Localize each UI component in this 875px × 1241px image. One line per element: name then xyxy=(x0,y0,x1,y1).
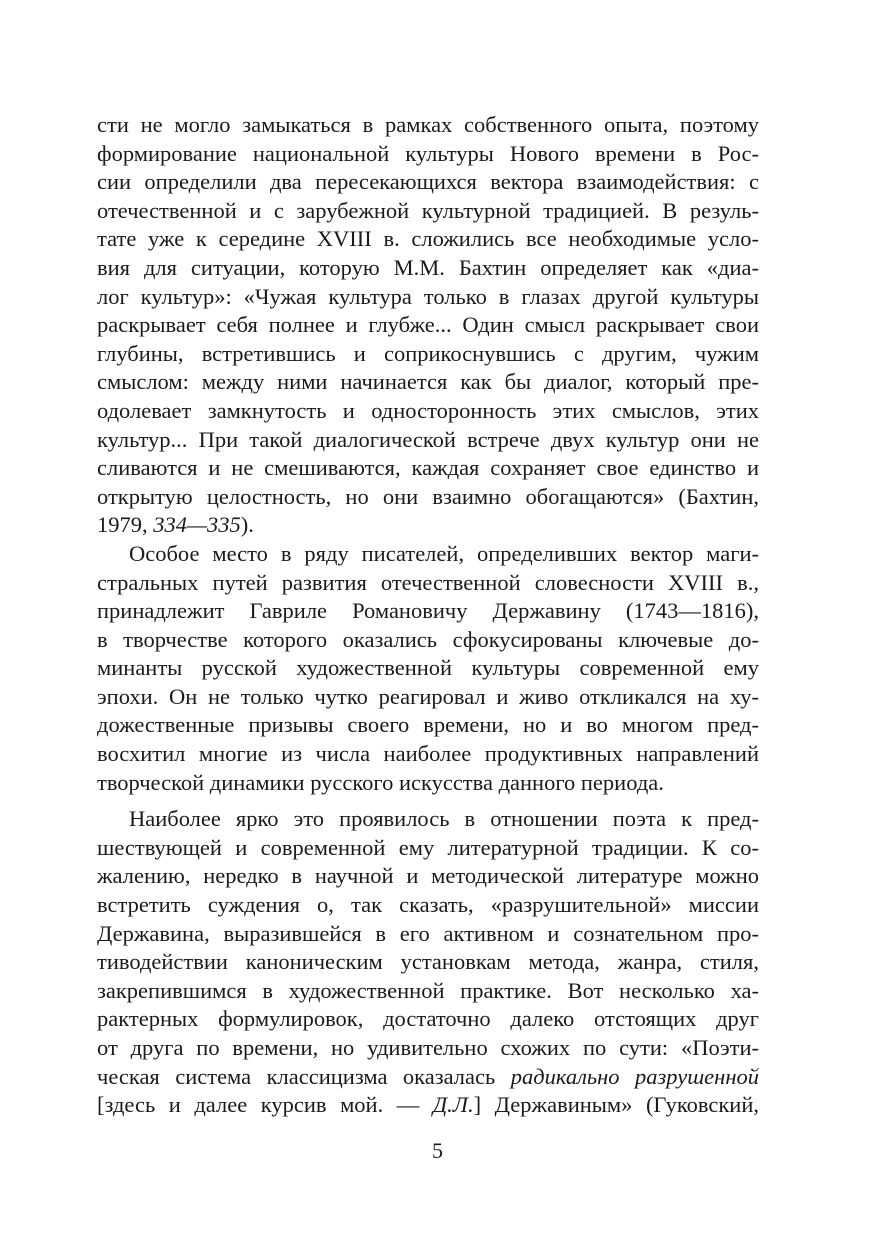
text-line: минанты русской художественной культуры современной ему xyxy=(97,655,759,681)
paragraph-2 xyxy=(97,540,759,797)
text-line: раскрывает себя полнее и глубже... Один смысл раскрывает свои xyxy=(97,312,759,338)
text-segment: ческая система классицизма оказалась xyxy=(97,1063,511,1089)
text-line: глубины, встретившись и соприкоснувшись с другим, чужим xyxy=(97,340,759,366)
text-line: формирование национальной культуры Нового времени в Рос- xyxy=(97,140,759,166)
text-line: творческой динамики русского искусства данного периода. xyxy=(97,769,664,795)
text-line: сти не могло замыкаться в рамках собственного опыта, поэтому xyxy=(97,112,759,137)
text-segment: [здесь и далее курсив мой. — xyxy=(97,1092,433,1118)
text-line: Особое место в ряду писателей, определивших вектор маги- xyxy=(129,540,759,566)
text-line: тиводействии каноническим установкам метода, жанра, стиля, xyxy=(97,949,759,975)
text-line: в творчестве которого оказались сфокусированы ключевые до- xyxy=(97,626,759,652)
citation-pages: 334—335 xyxy=(153,512,241,538)
text-line: смыслом: между ними начинается как бы диалог, который пре- xyxy=(97,369,759,395)
paragraph-gap xyxy=(97,797,759,805)
text-line: отечественной и с зарубежной культурной традицией. В резуль- xyxy=(97,197,759,223)
text-line xyxy=(97,1091,759,1120)
paragraph-3 xyxy=(97,805,759,1120)
text-line: закрепившимся в художественной практике. Вот несколько ха- xyxy=(97,977,759,1003)
text-line: тате уже к середине XVIII в. сложились все необходимые усло- xyxy=(97,226,759,252)
text-line: шествующей и современной ему литературной традиции. К со- xyxy=(97,834,759,860)
text-line: от друга по времени, но удивительно схожих по сути: «Поэти- xyxy=(97,1035,759,1060)
text-line: вия для ситуации, которую М.М. Бахтин определяет как «диа- xyxy=(97,254,759,280)
citation-end: ). xyxy=(240,512,254,538)
text-line: встретить суждения о, так сказать, «разрушительной» миссии xyxy=(97,892,759,918)
text-segment: ] Державиным» (Гуковский, xyxy=(473,1092,759,1118)
text-line: принадлежит Гавриле Романовичу Державину (1743—1816), xyxy=(97,598,759,624)
text-line: жалению, нередко в научной и методической литературе можно xyxy=(97,863,759,889)
text-line: рактерных формулировок, достаточно далеко отстоящих друг xyxy=(97,1006,759,1032)
text-line xyxy=(97,1063,759,1092)
text-line: сливаются и не смешиваются, каждая сохраняет свое единство и xyxy=(97,455,759,481)
page-number: 5 xyxy=(432,1138,443,1163)
text-line xyxy=(97,511,759,540)
text-line: восхитил многие из числа наиболее продуктивных направлений xyxy=(97,741,759,767)
text-line: культур... При такой диалогической встрече двух культур они не xyxy=(97,426,759,452)
author-initials: Д.Л. xyxy=(432,1092,474,1118)
text-line: одолевает замкнутость и односторонность этих смыслов, этих xyxy=(97,397,759,423)
text-line: эпохи. Он не только чутко реагировал и живо откликался на ху- xyxy=(97,683,759,709)
italic-emphasis: радикально разрушенной xyxy=(510,1063,759,1089)
body-text xyxy=(97,111,759,1120)
text-line: открытую целостность, но они взаимно обогащаются» (Бахтин, xyxy=(97,483,759,509)
text-line: Державина, выразившейся в его активном и сознательном про- xyxy=(97,920,759,946)
citation-year: 1979, xyxy=(97,512,154,538)
paragraph-1 xyxy=(97,111,759,540)
text-line: стральных путей развития отечественной словесности XVIII в., xyxy=(97,569,759,595)
text-line: дожественные призывы своего времени, но и во многом пред- xyxy=(97,712,759,738)
text-line: лог культур»: «Чужая культура только в глазах другой культуры xyxy=(97,283,759,309)
text-line: сии определили два пересекающихся вектора взаимодействия: с xyxy=(97,169,759,195)
text-line: Наиболее ярко это проявилось в отношении поэта к пред- xyxy=(129,806,759,832)
